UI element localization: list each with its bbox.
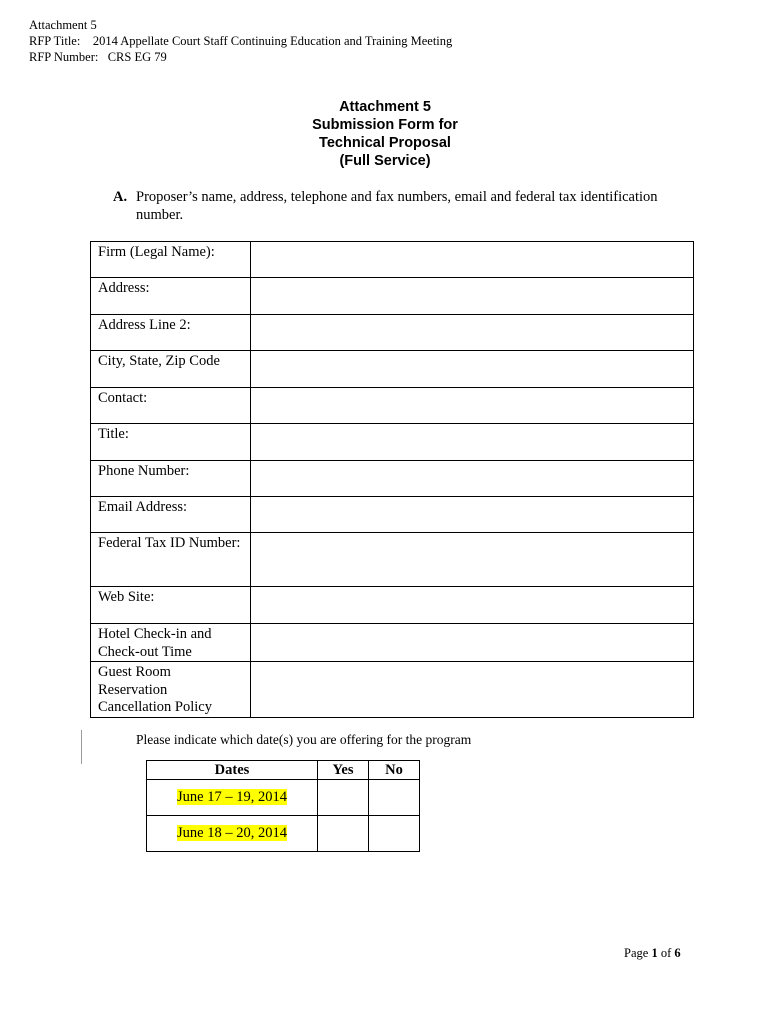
running-header-rfp-number: [29, 49, 167, 65]
date-option-text: June 18 – 20, 2014: [177, 825, 287, 841]
title-line-2: Submission Form for: [312, 117, 458, 133]
field-value-cell[interactable]: [251, 242, 694, 278]
field-value-cell[interactable]: [251, 388, 694, 424]
dates-header-row: [147, 761, 420, 780]
yes-checkbox-cell[interactable]: [318, 816, 369, 852]
table-row: [91, 662, 694, 718]
change-bar: [81, 730, 82, 764]
page-number: [624, 945, 681, 961]
table-row: [91, 278, 694, 315]
section-a-label: A.: [113, 189, 128, 205]
field-label: Hotel Check-in and Check-out Time: [91, 624, 251, 662]
table-row: [91, 587, 694, 624]
field-label: Email Address:: [91, 497, 251, 533]
no-checkbox-cell[interactable]: [369, 816, 420, 852]
field-label: Phone Number:: [91, 461, 251, 497]
yes-checkbox-cell[interactable]: [318, 780, 369, 816]
field-value-cell[interactable]: [251, 278, 694, 315]
table-row: [91, 424, 694, 461]
title-line-1: Attachment 5: [339, 99, 431, 115]
header-attachment-text: Attachment 5: [29, 18, 97, 32]
field-label: Title:: [91, 424, 251, 461]
field-value-cell[interactable]: [251, 624, 694, 662]
rfp-number-label: RFP Number:: [29, 50, 99, 64]
proposer-info-table: [90, 241, 694, 718]
title-line-3: Technical Proposal: [319, 135, 451, 151]
page-of: of: [660, 946, 672, 960]
table-row: [91, 624, 694, 662]
field-value-cell[interactable]: [251, 497, 694, 533]
field-label: Address:: [91, 278, 251, 315]
table-row: [91, 497, 694, 533]
document-title: [270, 98, 500, 170]
no-checkbox-cell[interactable]: [369, 780, 420, 816]
rfp-number-value: CRS EG 79: [107, 50, 167, 64]
table-row: [91, 388, 694, 424]
running-header-attachment: [29, 17, 97, 33]
field-label: Contact:: [91, 388, 251, 424]
table-row: [91, 242, 694, 278]
rfp-title-label: RFP Title:: [29, 34, 81, 48]
field-label: Guest Room Reservation Cancellation Policy: [91, 662, 251, 718]
table-row: [91, 533, 694, 587]
running-header-rfp-title: [29, 33, 452, 49]
field-value-cell[interactable]: [251, 424, 694, 461]
rfp-title-value: 2014 Appellate Court Staff Continuing Education and Training Meeting: [92, 34, 453, 48]
yes-column-header: Yes: [318, 761, 369, 780]
table-row: [91, 351, 694, 388]
dates-column-header: Dates: [147, 761, 318, 780]
field-value-cell[interactable]: [251, 587, 694, 624]
page-total: 6: [674, 946, 681, 960]
field-label: City, State, Zip Code: [91, 351, 251, 388]
field-value-cell[interactable]: [251, 662, 694, 718]
page-current: 1: [651, 946, 658, 960]
field-value-cell[interactable]: [251, 461, 694, 497]
dates-prompt: Please indicate which date(s) you are offering for the program: [136, 732, 472, 747]
field-label: Web Site:: [91, 587, 251, 624]
page-prefix: Page: [624, 946, 649, 960]
dates-table: [146, 760, 420, 852]
table-row: [147, 816, 420, 852]
field-value-cell[interactable]: [251, 351, 694, 388]
field-label: Address Line 2:: [91, 315, 251, 351]
field-label: Federal Tax ID Number:: [91, 533, 251, 587]
field-value-cell[interactable]: [251, 315, 694, 351]
section-a-text: Proposer’s name, address, telephone and fax numbers, email and federal tax identification number.: [136, 189, 658, 223]
table-row: [91, 315, 694, 351]
field-value-cell[interactable]: [251, 533, 694, 587]
table-row: [91, 461, 694, 497]
title-line-4: (Full Service): [339, 153, 431, 169]
no-column-header: No: [369, 761, 420, 780]
table-row: [147, 780, 420, 816]
date-option-text: June 17 – 19, 2014: [177, 789, 287, 805]
date-cell: [147, 780, 318, 816]
field-label: Firm (Legal Name):: [91, 242, 251, 278]
date-cell: [147, 816, 318, 852]
